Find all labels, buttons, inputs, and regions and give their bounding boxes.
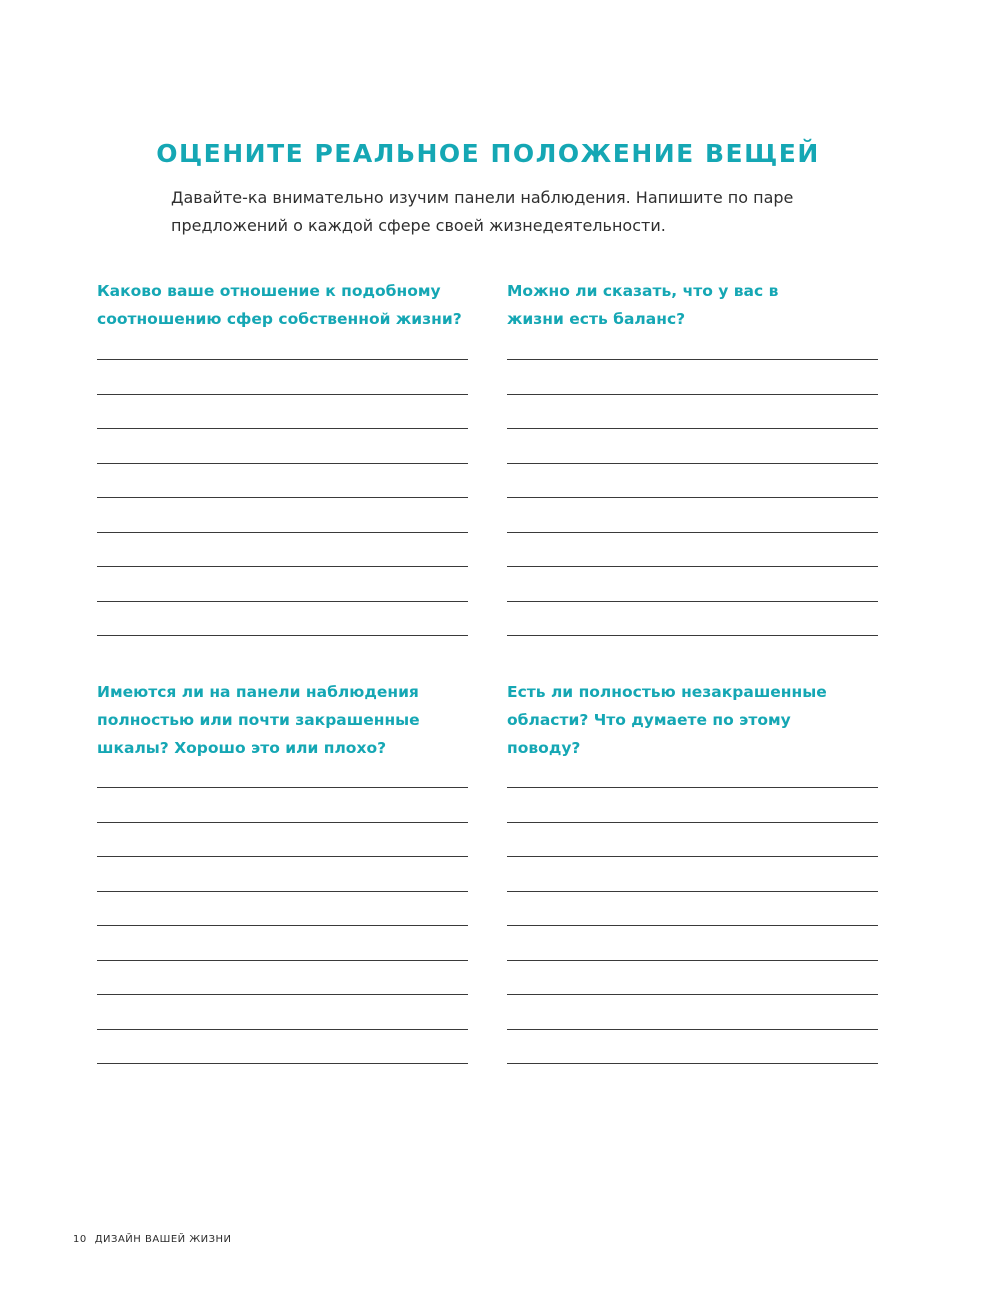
answer-line[interactable]: [97, 359, 468, 360]
intro-text: Давайте-ка внимательно изучим панели наблюдения. Напишите по паре предложений о каждой сфере своей жизнедеятельности.: [171, 188, 794, 235]
answer-line[interactable]: [97, 1029, 468, 1030]
question-1: Каково ваше отношение к подобному соотношению сфер собственной жизни?: [97, 282, 462, 328]
answer-line[interactable]: [97, 566, 468, 567]
answer-line[interactable]: [507, 1063, 878, 1064]
question-4: Есть ли полностью незакрашенные области? Что думаете по этому поводу?: [507, 683, 827, 757]
answer-line[interactable]: [97, 822, 468, 823]
answer-line[interactable]: [97, 532, 468, 533]
answer-line[interactable]: [507, 394, 878, 395]
answer-line[interactable]: [97, 856, 468, 857]
answer-line[interactable]: [507, 359, 878, 360]
answer-line[interactable]: [507, 787, 878, 788]
answer-line[interactable]: [507, 960, 878, 961]
answer-line[interactable]: [97, 960, 468, 961]
answer-line[interactable]: [507, 463, 878, 464]
answer-line[interactable]: [97, 463, 468, 464]
answer-line[interactable]: [97, 394, 468, 395]
answer-line[interactable]: [507, 994, 878, 995]
question-3: Имеются ли на панели наблюдения полностью или почти закрашенные шкалы? Хорошо это или плохо?: [97, 683, 420, 757]
answer-line[interactable]: [97, 601, 468, 602]
answer-line[interactable]: [97, 1063, 468, 1064]
answer-line[interactable]: [507, 601, 878, 602]
answer-line[interactable]: [507, 635, 878, 636]
page-footer: [73, 1234, 240, 1245]
answer-line[interactable]: [507, 532, 878, 533]
answer-line[interactable]: [507, 1029, 878, 1030]
answer-line[interactable]: [97, 787, 468, 788]
answer-line[interactable]: [507, 497, 878, 498]
answer-line[interactable]: [507, 566, 878, 567]
answer-line[interactable]: [507, 925, 878, 926]
answer-line[interactable]: [97, 925, 468, 926]
answer-line[interactable]: [97, 497, 468, 498]
book-title: ДИЗАЙН ВАШЕЙ ЖИЗНИ: [94, 1234, 232, 1245]
answer-line[interactable]: [97, 428, 468, 429]
answer-line[interactable]: [97, 994, 468, 995]
page-number: 10: [73, 1234, 87, 1245]
answer-line[interactable]: [507, 891, 878, 892]
page-title: ОЦЕНИТЕ РЕАЛЬНОЕ ПОЛОЖЕНИЕ ВЕЩЕЙ: [156, 139, 820, 168]
answer-line[interactable]: [507, 822, 878, 823]
answer-line[interactable]: [507, 428, 878, 429]
question-2: Можно ли сказать, что у вас в жизни есть баланс?: [507, 282, 779, 328]
answer-line[interactable]: [507, 856, 878, 857]
answer-line[interactable]: [97, 635, 468, 636]
answer-line[interactable]: [97, 891, 468, 892]
